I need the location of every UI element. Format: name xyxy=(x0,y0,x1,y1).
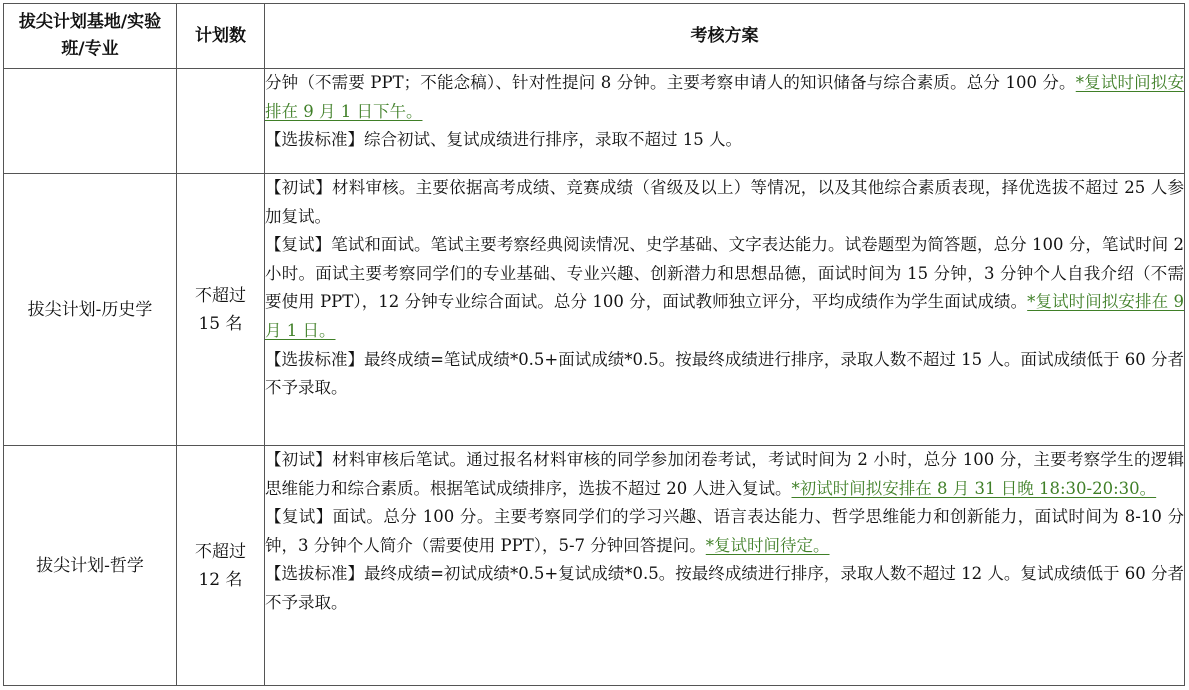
schedule-note: *复试时间待定。 xyxy=(705,535,830,555)
assessment-paragraph: 【复试】面试。总分 100 分。主要考察同学们的学习兴趣、语言表达能力、哲学思维能力和创新能力，面试时间为 8-10 分钟，3 分钟个人简介（需要使用 PPT），5-7 分钟回答提问。*复试时间待定。 xyxy=(265,507,1184,555)
table-row xyxy=(4,446,1185,686)
schedule-note: *复试时间拟安排在 9 月 1 日下午。 xyxy=(265,73,1184,121)
header-assessment: 考核方案 xyxy=(265,4,1185,69)
assessment-paragraph: 【选拔标准】综合初试、复试成绩进行排序，录取不超过 15 人。 xyxy=(265,130,742,150)
quota-cell: 不超过 12 名 xyxy=(177,446,265,686)
assessment-cell xyxy=(265,174,1185,446)
table-row xyxy=(4,69,1185,174)
assessment-paragraph: 【选拔标准】最终成绩=笔试成绩*0.5+面试成绩*0.5。按最终成绩进行排序，录取人数不超过 15 人。面试成绩低于 60 分者不予录取。 xyxy=(265,349,1184,398)
assessment-paragraph: 分钟（不需要 PPT；不能念稿）、针对性提问 8 分钟。主要考察申请人的知识储备与综合素质。总分 100 分。*复试时间拟安排在 9 月 1 日下午。 xyxy=(265,73,1184,121)
header-program: 拔尖计划基地/实验班/专业 xyxy=(4,4,177,69)
program-cell: 拔尖计划-历史学 xyxy=(4,174,177,446)
assessment-paragraph: 【复试】笔试和面试。笔试主要考察经典阅读情况、史学基础、文字表达能力。试卷题型为简答题，总分 100 分，笔试时间 2 小时。面试主要考察同学们的专业基础、专业兴趣、创新潜力和思想品德，面试时间为 15 分钟，3 分钟个人自我介绍（不需要使用 PPT），12 分钟专业综合面试。总分 100 分，面试教师独立评分，平均成绩作为学生面试成绩。*复试时间拟安排在 9 月 1 日。 xyxy=(265,235,1184,340)
assessment-paragraph: 【初试】材料审核。主要依据高考成绩、竞赛成绩（省级及以上）等情况，以及其他综合素质表现，择优选拔不超过 25 人参加复试。 xyxy=(265,178,1184,226)
header-quota: 计划数 xyxy=(177,4,265,69)
schedule-note: *初试时间拟安排在 8 月 31 日晚 18:30-20:30。 xyxy=(791,478,1157,498)
table-row xyxy=(4,174,1185,446)
program-cell: 拔尖计划-哲学 xyxy=(4,446,177,686)
admission-plan-table xyxy=(3,3,1185,686)
schedule-note: *复试时间拟安排在 9 月 1 日。 xyxy=(265,292,1184,340)
assessment-cell xyxy=(265,446,1185,686)
table-header-row xyxy=(4,4,1185,69)
assessment-paragraph: 【选拔标准】最终成绩=初试成绩*0.5+复试成绩*0.5。按最终成绩进行排序，录取人数不超过 12 人。复试成绩低于 60 分者不予录取。 xyxy=(265,564,1184,612)
program-cell xyxy=(4,69,177,174)
quota-cell xyxy=(177,69,265,174)
assessment-paragraph: 【初试】材料审核后笔试。通过报名材料审核的同学参加闭卷考试，考试时间为 2 小时，总分 100 分，主要考察学生的逻辑思维能力和综合素质。根据笔试成绩排序，选拔不超过 20 人进入复试。*初试时间拟安排在 8 月 31 日晚 18:30-20:30。 xyxy=(265,450,1184,498)
quota-cell: 不超过 15 名 xyxy=(177,174,265,446)
assessment-cell xyxy=(265,69,1185,174)
